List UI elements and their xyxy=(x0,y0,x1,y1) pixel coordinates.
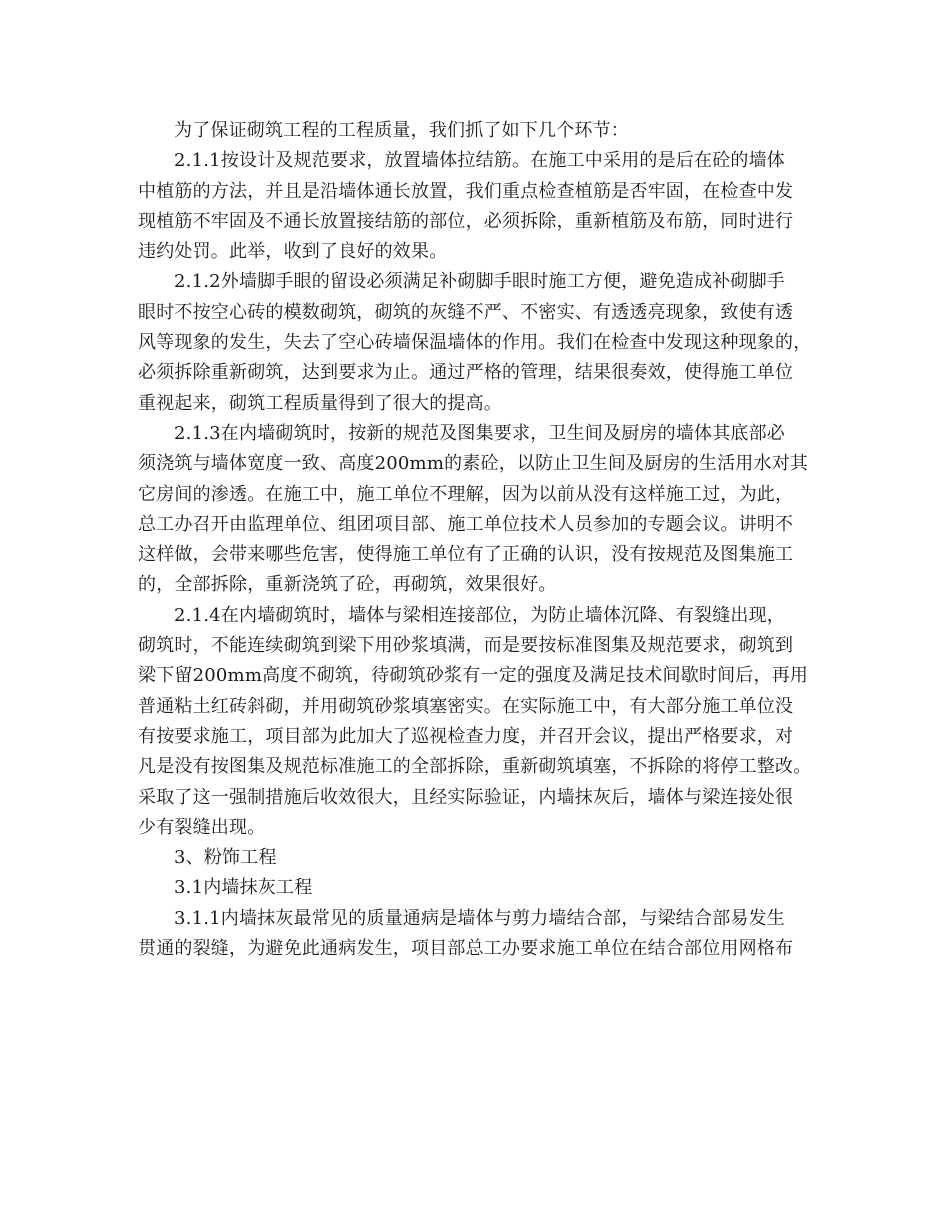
text-line: 现植筋不牢固及不通长放置接结筋的部位，必须拆除，重新植筋及布筋，同时进行 xyxy=(138,210,794,232)
text-line: 眼时不按空心砖的模数砌筑，砌筑的灰缝不严、不密实、有透透亮现象，致使有透 xyxy=(138,301,794,323)
text-line: 违约处罚。此举，收到了良好的效果。 xyxy=(138,241,448,263)
paragraph-2-1-3 xyxy=(138,419,826,601)
text-line: 3.1.1内墙抹灰最常见的质量通病是墙体与剪力墙结合部，与梁结合部易发生 xyxy=(174,907,785,929)
subsection-heading: 3.1内墙抹灰工程 xyxy=(174,877,313,899)
text-line: 2.1.1按设计及规范要求，放置墙体拉结筋。在施工中采用的是后在砼的墙体 xyxy=(174,150,785,172)
paragraph-intro xyxy=(138,116,826,146)
text-line: 少有裂缝出现。 xyxy=(138,816,266,838)
paragraph-2-1-1 xyxy=(138,146,826,267)
text-line: 须浇筑与墙体宽度一致、高度200mm的素砼，以防止卫生间及厨房的生活用水对其 xyxy=(138,453,809,475)
text-line: 梁下留200mm高度不砌筑，待砌筑砂浆有一定的强度及满足技术间歇时间后，再用 xyxy=(138,665,809,687)
document-body xyxy=(138,116,826,964)
text-line: 2.1.4在内墙砌筑时，墙体与梁相连接部位，为防止墙体沉降、有裂缝出现， xyxy=(174,604,785,626)
subsection-heading-3-1 xyxy=(138,873,826,903)
text-line: 总工办召开由监理单位、组团项目部、施工单位技术人员参加的专题会议。讲明不 xyxy=(138,513,794,535)
paragraph-3-1-1 xyxy=(138,904,826,965)
text-line: 普通粘土红砖斜砌，并用砌筑砂浆填塞密实。在实际施工中，有大部分施工单位没 xyxy=(138,695,794,717)
text-line: 必须拆除重新砌筑，达到要求为止。通过严格的管理，结果很奏效，使得施工单位 xyxy=(138,362,794,384)
text-line: 贯通的裂缝，为避免此通病发生，项目部总工办要求施工单位在结合部位用网格布 xyxy=(138,938,794,960)
text-line: 这样做，会带来哪些危害，使得施工单位有了正确的认识，没有按规范及图集施工 xyxy=(138,544,794,566)
text-line: 它房间的渗透。在施工中，施工单位不理解，因为以前从没有这样施工过，为此， xyxy=(138,483,794,505)
text-line: 采取了这一强制措施后收效很大，且经实际验证，内墙抹灰后，墙体与梁连接处很 xyxy=(138,786,794,808)
text-line: 2.1.2外墙脚手眼的留设必须满足补砌脚手眼时施工方便，避免造成补砌脚手 xyxy=(174,271,785,293)
text-line: 有按要求施工，项目部为此加大了巡视检查力度，并召开会议，提出严格要求，对 xyxy=(138,725,794,747)
section-heading-3 xyxy=(138,843,826,873)
text-line: 重视起来，砌筑工程质量得到了很大的提高。 xyxy=(138,392,502,414)
text-line: 2.1.3在内墙砌筑时，按新的规范及图集要求，卫生间及厨房的墙体其底部必 xyxy=(174,422,785,444)
paragraph-2-1-2 xyxy=(138,267,826,418)
section-heading: 3、粉饰工程 xyxy=(174,847,277,869)
text-line: 砌筑时，不能连续砌筑到梁下用砂浆填满，而是要按标准图集及规范要求，砌筑到 xyxy=(138,635,794,657)
text-line: 的，全部拆除，重新浇筑了砼，再砌筑，效果很好。 xyxy=(138,574,557,596)
text-line: 为了保证砌筑工程的工程质量，我们抓了如下几个环节： xyxy=(174,120,629,141)
text-line: 中植筋的方法，并且是沿墙体通长放置，我们重点检查植筋是否牢固，在检查中发 xyxy=(138,180,794,202)
text-line: 风等现象的发生，失去了空心砖墙保温墙体的作用。我们在检查中发现这种现象的， xyxy=(138,332,812,354)
paragraph-2-1-4 xyxy=(138,601,826,843)
text-line: 凡是没有按图集及规范标准施工的全部拆除，重新砌筑填塞，不拆除的将停工整改。 xyxy=(138,756,812,778)
